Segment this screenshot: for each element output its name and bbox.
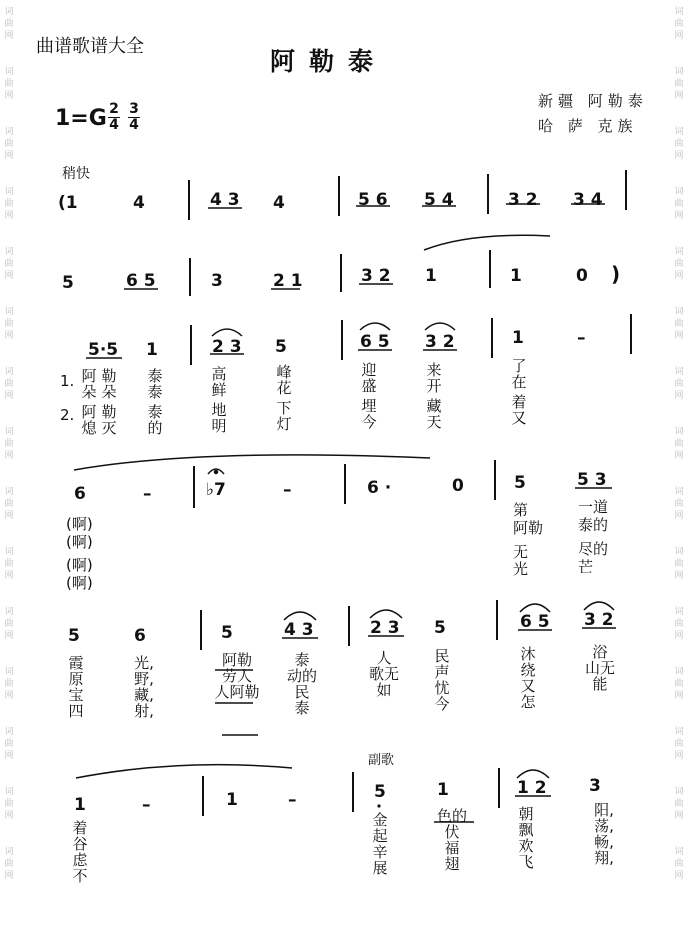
note: 1	[512, 328, 524, 348]
lyric-column: 了 在	[511, 357, 527, 391]
chorus-label: 副歌	[368, 753, 395, 768]
lyric-column: 阳, 荡, 畅, 翔,	[594, 801, 614, 867]
note: 3 2	[508, 190, 538, 210]
note: 3	[211, 271, 223, 291]
lyric-column: 地 明	[211, 401, 227, 435]
note: –	[283, 480, 292, 500]
note: 2 3	[212, 337, 242, 357]
lyric-ah: (啊)	[66, 556, 93, 574]
note: –	[143, 484, 152, 504]
site-name: 曲谱歌谱大全	[36, 36, 144, 57]
verse-number: 1.	[60, 372, 75, 390]
note: 1	[437, 780, 449, 800]
note: 1	[425, 266, 437, 286]
note: 4 3	[284, 620, 314, 640]
lyric-column: 着 谷 虑 不	[72, 819, 88, 885]
lyric-column: 霞 原 宝 四	[68, 654, 84, 720]
note: 3 4	[573, 190, 603, 210]
lyric-column: 阿勒 劳人 人阿勒	[214, 651, 260, 701]
lyric-column: 光, 野, 藏, 射,	[134, 654, 154, 720]
lyric-column: 藏 天	[426, 397, 442, 431]
note: 2 1	[273, 271, 303, 291]
note: –	[142, 795, 151, 815]
lyric-column: 迎 盛	[361, 361, 377, 395]
note: 5	[68, 626, 80, 646]
note: 3 2	[584, 610, 614, 630]
lyric-column: 浴 山无 能	[584, 643, 615, 693]
note: ♭7	[206, 480, 226, 500]
note: 5	[514, 473, 526, 493]
note: (1	[58, 193, 78, 213]
lyric-column: 民 声 忧 今	[434, 647, 450, 713]
note: 5	[434, 618, 446, 638]
note: 3	[589, 776, 601, 796]
note: 3 2	[425, 332, 455, 352]
lyric: 芒	[578, 558, 594, 576]
lyric-column: 泰 动的 民 泰	[286, 651, 317, 717]
note: 5	[275, 337, 287, 357]
lyric-column: 来 开	[426, 361, 442, 395]
note: 5	[62, 273, 74, 293]
lyric-ah: (啊)	[66, 515, 93, 533]
note: 6 5	[360, 332, 390, 352]
note: 1	[146, 340, 158, 360]
lyric-column: 下 灯	[276, 399, 292, 433]
lyric-ah: (啊)	[66, 574, 93, 592]
note: 1	[74, 795, 86, 815]
note: –	[288, 790, 297, 810]
note: –	[577, 328, 586, 348]
lyric-column: 高 鲜	[211, 365, 227, 399]
note: 6	[134, 626, 146, 646]
verse-number: 2.	[60, 406, 75, 424]
song-title: 阿勒泰	[270, 47, 388, 76]
note: 2 3	[370, 618, 400, 638]
lyric-column: 色的 伏 福 翅	[436, 807, 467, 873]
lyric-column: 着 又	[511, 393, 527, 427]
lyric: 尽的	[578, 540, 609, 558]
lyric-column: 埋 今	[361, 397, 377, 431]
lyric-column: 人 歌无 如	[368, 649, 399, 699]
note: 6 5	[126, 271, 156, 291]
lyric: 阿勒	[513, 519, 544, 537]
note: 3 2	[361, 266, 391, 286]
watermark-left: 词曲网 词曲网 词曲网 词曲网 词曲网 词曲网 词曲网 词曲网 词曲网 词曲网 词曲网 词曲网 词曲网 词曲网 词曲网	[4, 7, 14, 881]
origin-credit: 新疆 阿勒泰 哈 萨 克族	[538, 92, 648, 135]
note: 0	[576, 266, 588, 286]
lyric-column: 泰 泰	[147, 367, 163, 401]
lyric-column: 峰 花	[276, 363, 292, 397]
note: 5	[374, 782, 386, 802]
note: 4	[273, 193, 285, 213]
note: 4 3	[210, 190, 240, 210]
note: 1	[226, 790, 238, 810]
note: )	[611, 262, 621, 286]
time-signature-b: $\frac{3}{4}$	[129, 101, 139, 133]
lyric: 光	[513, 560, 529, 578]
lyric: 泰的	[578, 516, 609, 534]
note: 4	[133, 193, 145, 213]
lyric-column: 泰 的	[147, 403, 163, 437]
key-signature: 1=G	[55, 106, 107, 131]
lyric: 无	[513, 543, 529, 561]
note: 1 2	[517, 778, 547, 798]
lyric-column: 金 起 辛 展	[372, 811, 388, 877]
lyric-column: 朝 飘 欢 飞	[518, 805, 534, 871]
note: 5	[221, 623, 233, 643]
note: 5 6	[358, 190, 388, 210]
lyric: 第	[513, 501, 529, 519]
tempo-marking: 稍快	[62, 166, 90, 182]
note: 5 4	[424, 190, 454, 210]
note: 6 ·	[367, 478, 392, 498]
note: 5 3	[577, 470, 607, 490]
lyric: 一道	[578, 498, 609, 516]
note: 5·5	[88, 340, 119, 360]
lyric-column: 沐 绕 又 怎	[520, 645, 536, 711]
lyric-column: 勒 朵	[101, 367, 117, 401]
note: 0	[452, 476, 464, 496]
note: 1	[510, 266, 522, 286]
lyric-column: 阿 熄	[81, 403, 97, 437]
lyric-ah: (啊)	[66, 533, 93, 551]
lyric-column: 阿 朵	[81, 367, 97, 401]
lyric-column: 勒 灭	[101, 403, 117, 437]
note: 6	[74, 484, 86, 504]
time-signature-a: $\frac{2}{4}$	[109, 101, 119, 133]
note: 6 5	[520, 612, 550, 632]
watermark-right: 词曲网 词曲网 词曲网 词曲网 词曲网 词曲网 词曲网 词曲网 词曲网 词曲网 词曲网 词曲网 词曲网 词曲网 词曲网	[674, 7, 684, 881]
